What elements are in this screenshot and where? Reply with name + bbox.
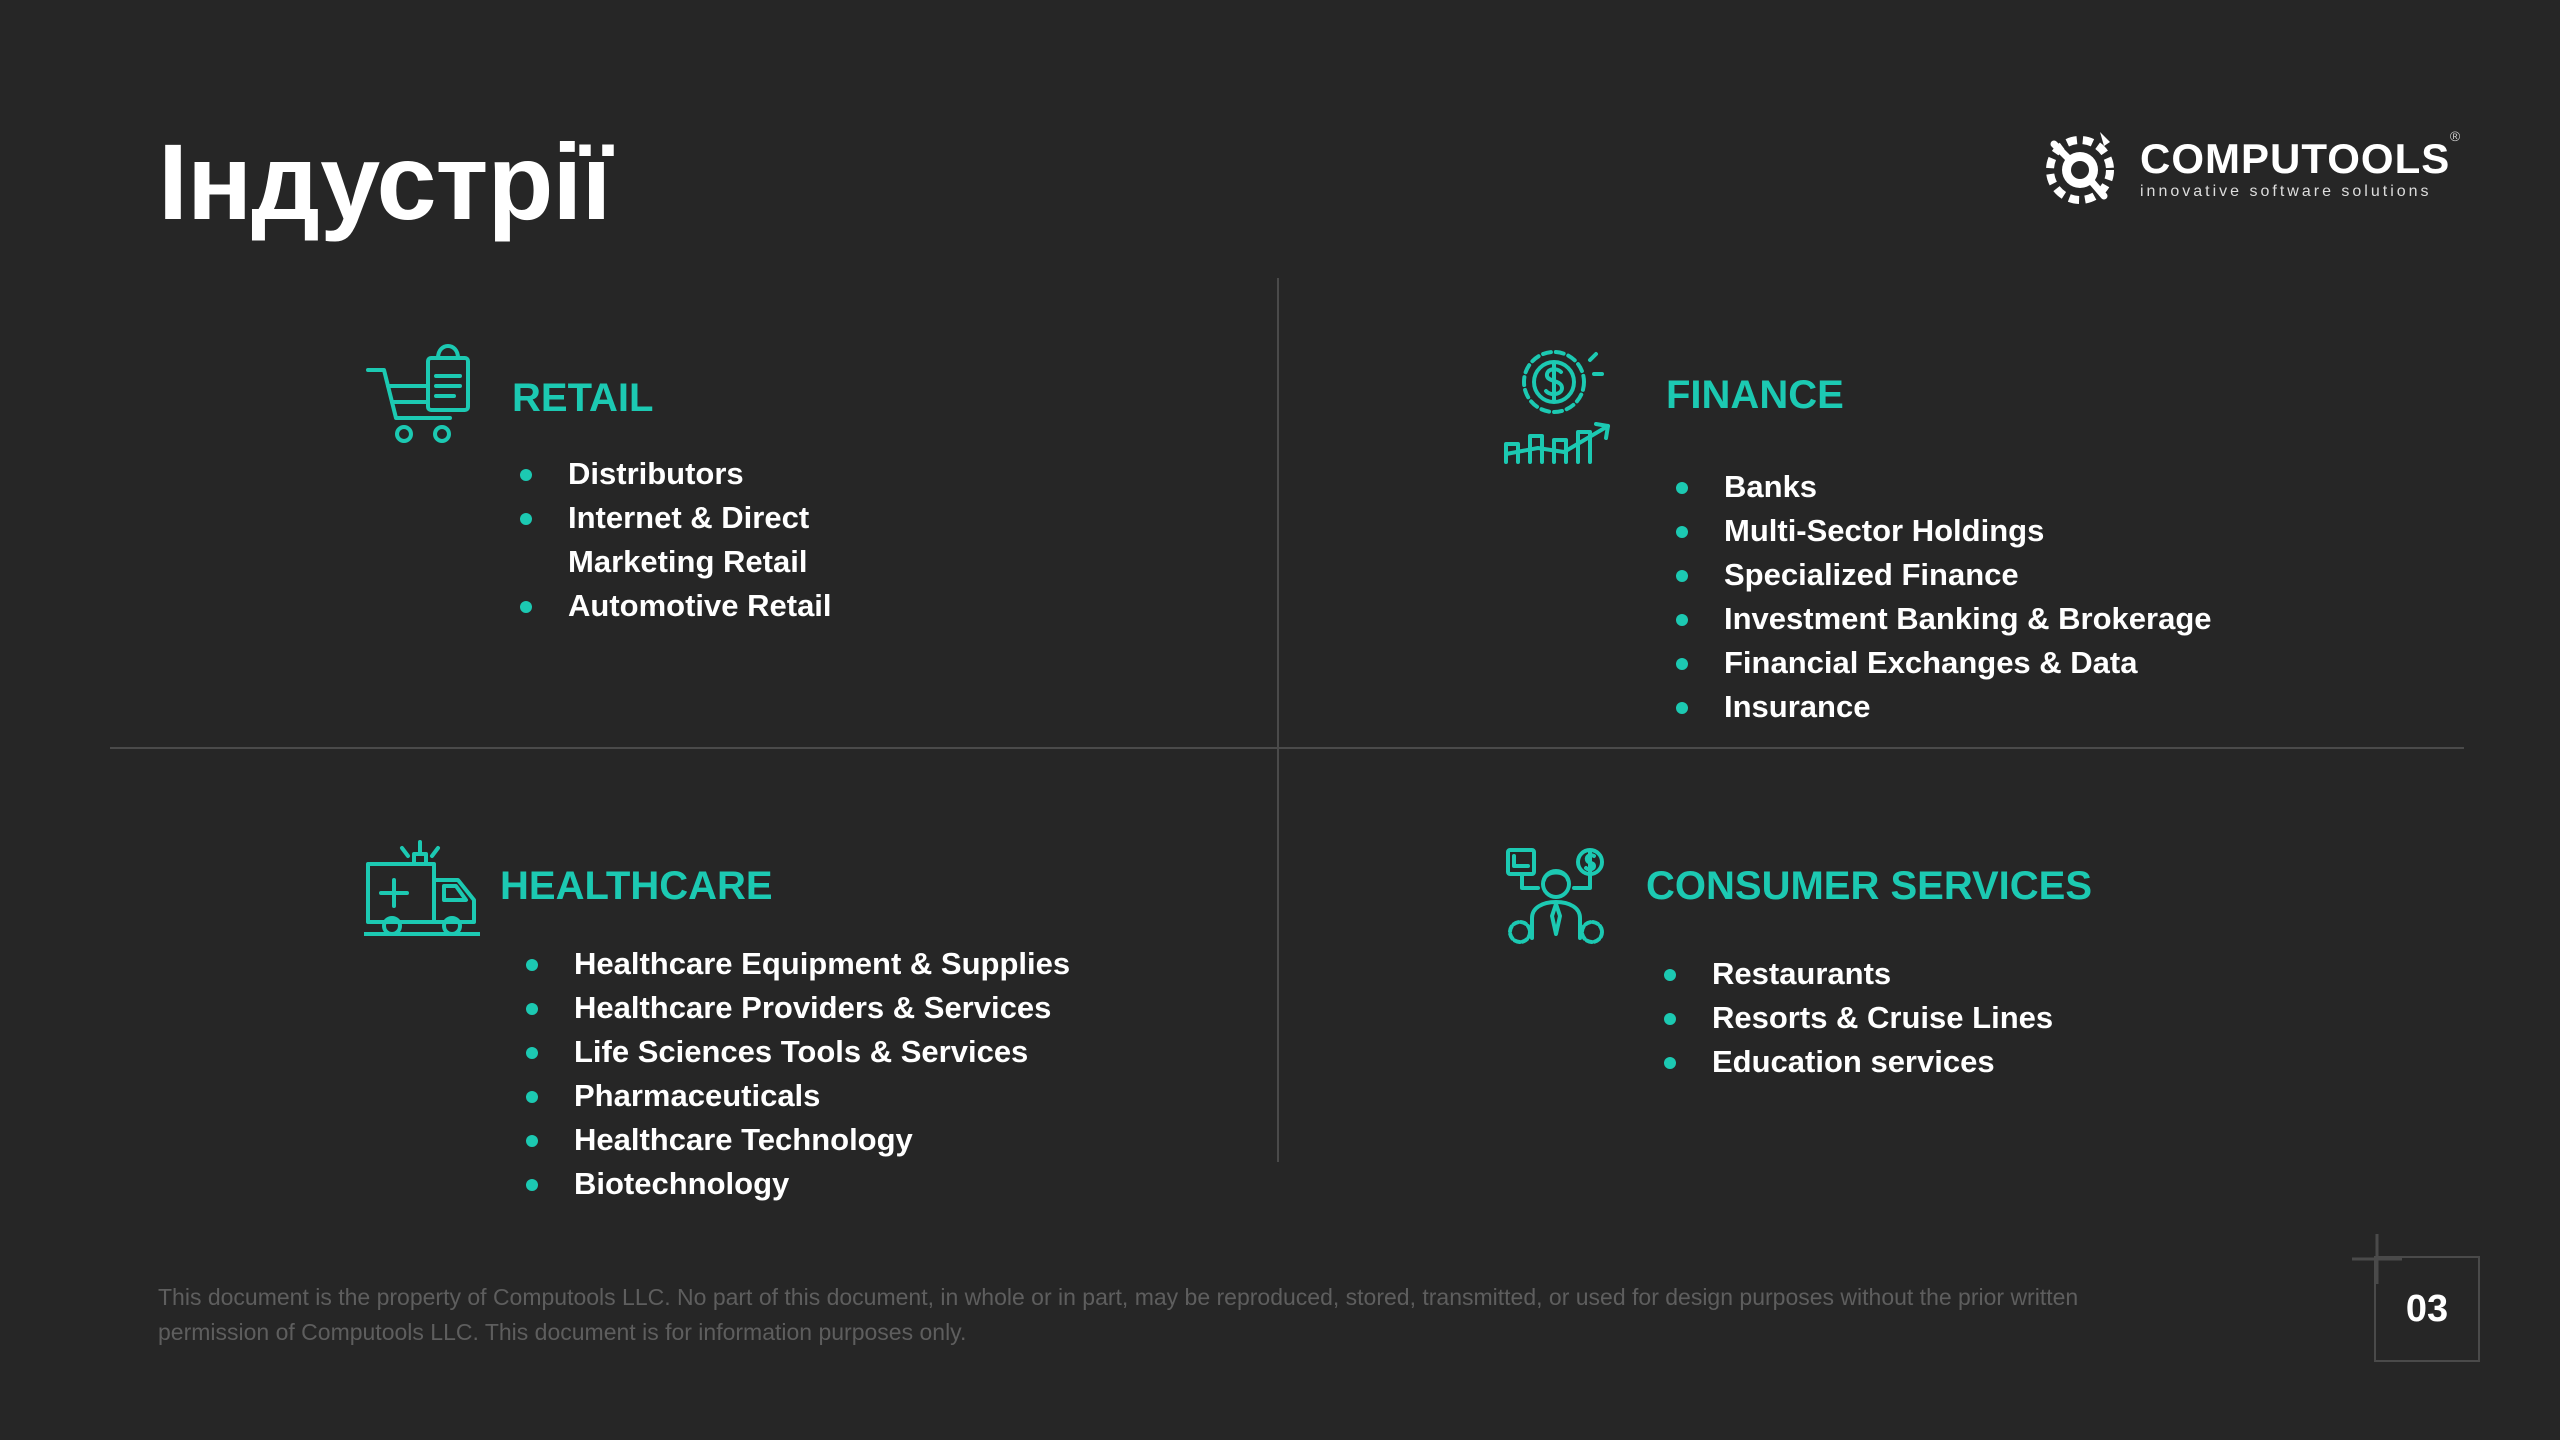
list-item-line: Internet & Direct	[568, 500, 810, 535]
list-item: Banks	[1676, 465, 2212, 509]
retail-title: RETAIL	[512, 376, 654, 420]
list-item: Multi-Sector Holdings	[1676, 509, 2212, 553]
page-number-text: 03	[2405, 1287, 2449, 1330]
shopping-cart-bag-icon	[364, 336, 480, 452]
list-item: Healthcare Technology	[526, 1118, 1070, 1162]
list-item	[520, 496, 832, 584]
horizontal-divider	[110, 747, 2464, 749]
list-item: Financial Exchanges & Data	[1676, 641, 2212, 685]
finance-gear-growth-icon	[1502, 340, 1616, 470]
vertical-divider	[1277, 278, 1279, 1162]
list-item: Biotechnology	[526, 1162, 1070, 1206]
finance-list	[1676, 465, 2212, 729]
list-item: Distributors	[520, 452, 832, 496]
list-item: Restaurants	[1664, 952, 2053, 996]
list-item: Resorts & Cruise Lines	[1664, 996, 2053, 1040]
consumer-services-title: CONSUMER SERVICES	[1646, 864, 2093, 908]
list-item-line: Marketing Retail	[568, 544, 808, 579]
list-item: Pharmaceuticals	[526, 1074, 1070, 1118]
list-item: Investment Banking & Brokerage	[1676, 597, 2212, 641]
list-item: Automotive Retail	[520, 584, 832, 628]
footer-line: This document is the property of Computools LLC. No part of this document, in whole or in part, may be reproduced, stored, transmitted, or used for design purposes without the prior written	[158, 1284, 2079, 1310]
finance-title: FINANCE	[1666, 373, 1844, 417]
list-item: Healthcare Equipment & Supplies	[526, 942, 1070, 986]
computools-logo	[2034, 124, 2461, 214]
list-item: Specialized Finance	[1676, 553, 2212, 597]
ambulance-icon	[364, 834, 480, 938]
page-title: Індустрії	[158, 121, 611, 242]
healthcare-title: HEALTHCARE	[500, 864, 773, 908]
retail-list	[520, 452, 832, 628]
footer-line: permission of Computools LLC. This document is for information purposes only.	[158, 1319, 967, 1345]
computools-gear-logo-icon	[2034, 124, 2130, 214]
consumer-services-list	[1664, 952, 2053, 1084]
list-item: Education services	[1664, 1040, 2053, 1084]
consumer-services-person-icon	[1504, 846, 1610, 950]
healthcare-list	[526, 942, 1070, 1206]
list-item: Healthcare Providers & Services	[526, 986, 1070, 1030]
list-item: Insurance	[1676, 685, 2212, 729]
footer-disclaimer	[158, 1280, 2258, 1350]
logo-tagline: innovative software solutions	[2140, 183, 2432, 200]
page-number	[2374, 1256, 2480, 1362]
registered-mark: ®	[2449, 128, 2461, 144]
list-item: Life Sciences Tools & Services	[526, 1030, 1070, 1074]
logo-name: COMPUTOOLS	[2140, 135, 2451, 182]
